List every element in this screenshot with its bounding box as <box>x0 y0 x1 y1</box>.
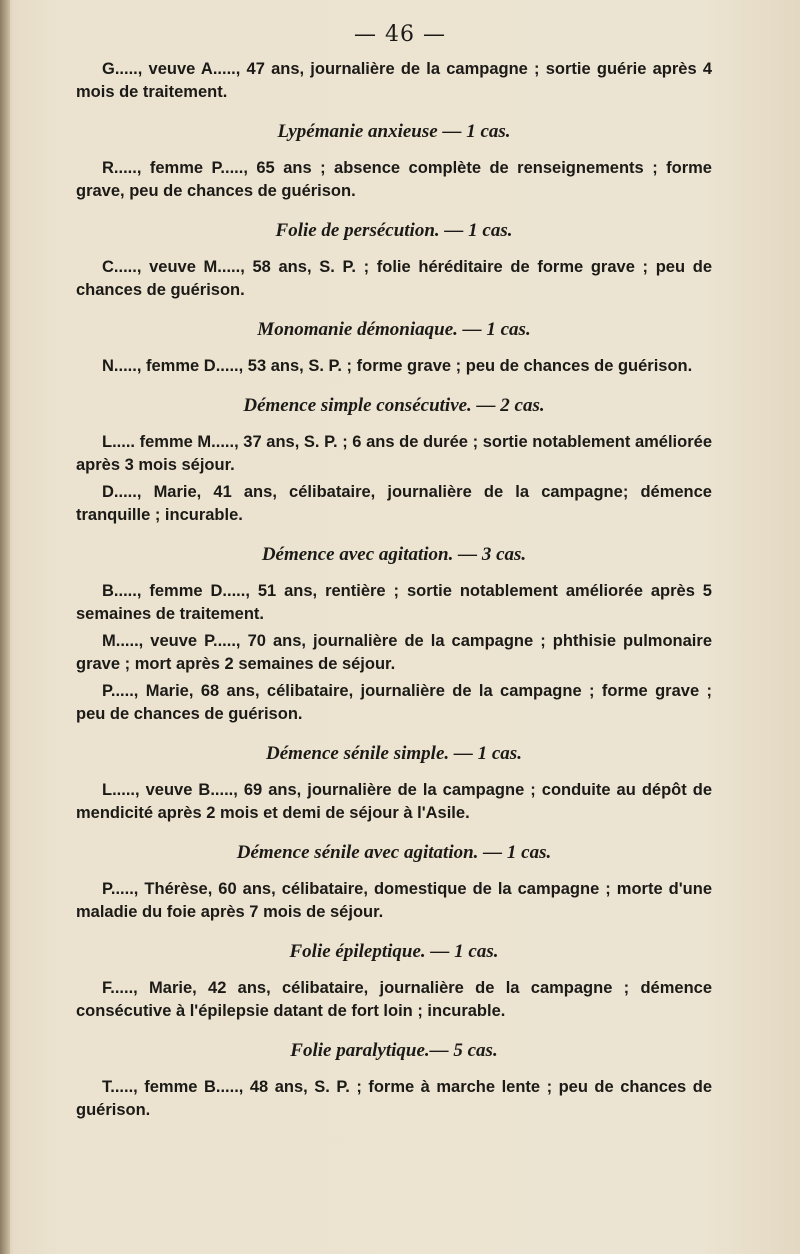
section-lypemanie-anxieuse <box>76 120 712 203</box>
case-entry: C....., veuve M....., 58 ans, S. P. ; folie héréditaire de forme grave ; peu de chances de guérison. <box>76 258 712 299</box>
page-body <box>76 58 712 1126</box>
section-heading: Folie de persécution. — 1 cas. <box>275 220 513 241</box>
section-heading: Démence avec agitation. — 3 cas. <box>261 544 527 565</box>
case-entry: D....., Marie, 41 ans, célibataire, journalière de la campagne; démence tranquille ; incurable. <box>76 483 712 524</box>
section-demence-avec-agitation <box>76 543 712 726</box>
section-heading: Folie épileptique. — 1 cas. <box>289 941 499 962</box>
section-folie-paralytique <box>76 1039 712 1122</box>
section-demence-senile-agitation <box>76 841 712 924</box>
case-entry: F....., Marie, 42 ans, célibataire, journalière de la campagne ; démence consécutive à l'épilepsie datant de fort loin ; incurable. <box>76 979 712 1020</box>
section-heading: Folie paralytique.— 5 cas. <box>290 1040 498 1061</box>
case-entry: L..... femme M....., 37 ans, S. P. ; 6 ans de durée ; sortie notablement améliorée après 3 mois séjour. <box>76 433 712 474</box>
section-monomanie-demoniaque <box>76 318 712 378</box>
section-heading: Démence sénile simple. — 1 cas. <box>266 743 522 764</box>
section-heading: Démence sénile avec agitation. — 1 cas. <box>236 842 552 863</box>
section-folie-epileptique <box>76 940 712 1023</box>
section-heading: Lypémanie anxieuse — 1 cas. <box>277 121 511 142</box>
case-entry: T....., femme B....., 48 ans, S. P. ; forme à marche lente ; peu de chances de guérison. <box>76 1078 712 1119</box>
section-demence-senile-simple <box>76 742 712 825</box>
case-entry: P....., Marie, 68 ans, célibataire, journalière de la campagne ; forme grave ; peu de chances de guérison. <box>76 682 712 723</box>
case-entry: R....., femme P....., 65 ans ; absence complète de renseignements ; forme grave, peu de chances de guérison. <box>76 159 712 200</box>
case-entry: M....., veuve P....., 70 ans, journalière de la campagne ; phthisie pulmonaire grave ; mort après 2 semaines de séjour. <box>76 632 712 673</box>
case-entry: B....., femme D....., 51 ans, rentière ; sortie notablement améliorée après 5 semaines de traitement. <box>76 582 712 623</box>
section-heading: Démence simple consécutive. — 2 cas. <box>243 395 545 416</box>
case-entry: P....., Thérèse, 60 ans, célibataire, domestique de la campagne ; morte d'une maladie du foie après 7 mois de séjour. <box>76 880 712 921</box>
case-entry: L....., veuve B....., 69 ans, journalière de la campagne ; conduite au dépôt de mendicité après 2 mois et demi de séjour à l'Asile. <box>76 781 712 822</box>
section-continued <box>76 58 712 104</box>
section-heading: Monomanie démoniaque. — 1 cas. <box>257 319 531 340</box>
case-entry: N....., femme D....., 53 ans, S. P. ; forme grave ; peu de chances de guérison. <box>102 357 693 375</box>
book-spine-shadow <box>0 0 10 1254</box>
section-demence-simple-consecutive <box>76 394 712 527</box>
page-number: — 46 — <box>354 22 446 47</box>
section-folie-persecution <box>76 219 712 302</box>
case-entry: G....., veuve A....., 47 ans, journalière de la campagne ; sortie guérie après 4 mois de traitement. <box>76 60 712 101</box>
